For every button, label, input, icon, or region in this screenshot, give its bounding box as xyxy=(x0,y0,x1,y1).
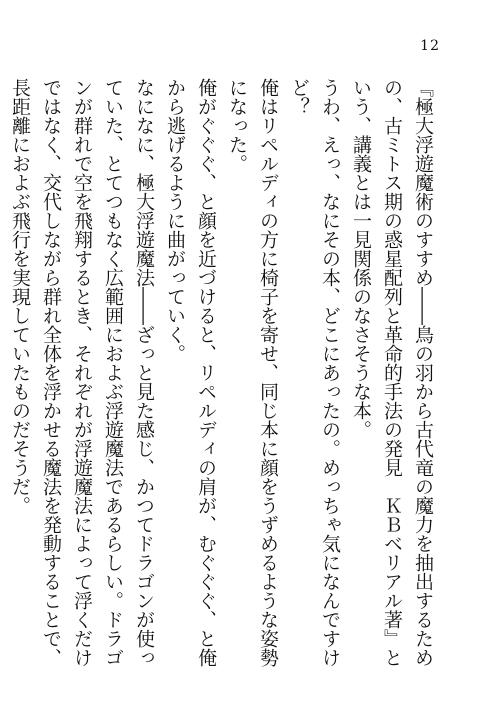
body-text xyxy=(0,78,438,678)
page-number: 12 xyxy=(420,38,440,54)
paragraph xyxy=(0,78,4,678)
paragraph: 俺がぐぐぐ、と顔を近づけると、リペルディの肩が、むぐぐぐ、と俺から逃げるように曲がっていく。 xyxy=(164,78,217,667)
paragraph: なになに、極大浮遊魔法――ざっと見た感じ、かつてドラゴンが使っていた、とてつもなく広範囲におよぶ浮遊魔法であるらしい。ドラゴンが群れで空を飛翔するとき、それぞれが浮遊魔法によって浮くだけではなく、交代しながら群れ全体を浮かせる魔法を発動することで、長距離におよぶ飛行を実現していたものだそうだ。 xyxy=(9,78,155,667)
paragraph: 俺はリペルディの方に椅子を寄せ、同じ本に顔をうずめるような姿勢になった。 xyxy=(226,78,279,667)
paragraph: 『極大浮遊魔術のすすめ――鳥の羽から古代竜の魔力を抽出するための、古ミトス期の惑星配列と革命的手法の発見 ＫＢベリアル著』という、講義とは一見関係のなさそうな本。 xyxy=(350,78,434,667)
paragraph: うわ、えっ、なにその本、どこにあったの。めっちゃ気になんですけど？ xyxy=(288,78,341,667)
